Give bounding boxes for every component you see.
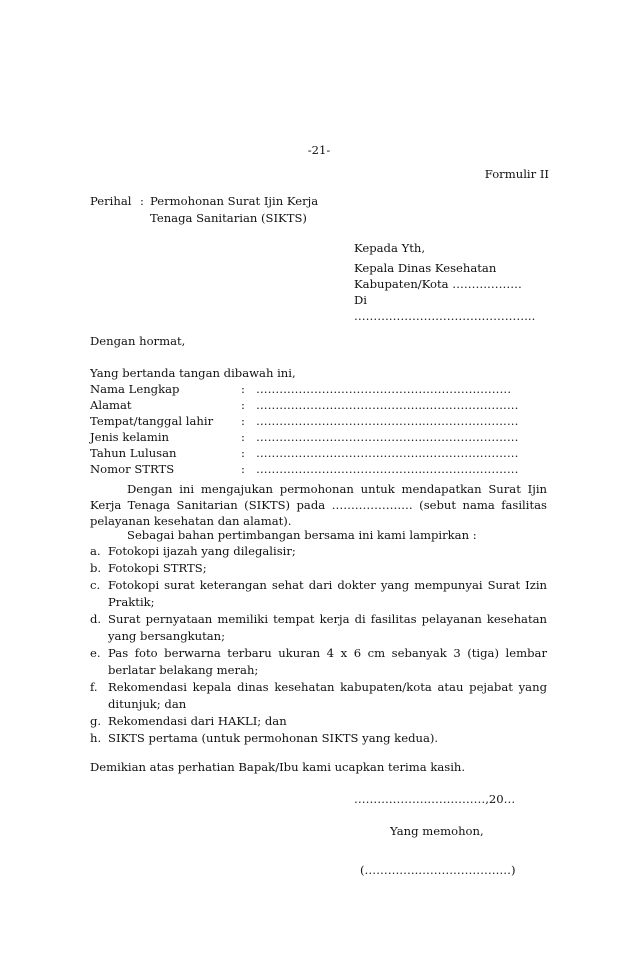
field-colon: : — [241, 414, 245, 428]
attachment-list — [90, 543, 547, 747]
recipient-line-3: Di — [354, 293, 368, 307]
subject-key: Perihal — [90, 194, 132, 208]
list-marker: f. — [90, 680, 98, 694]
subject-colon: : — [140, 194, 144, 208]
list-item-text: Fotokopi STRTS; — [108, 561, 207, 575]
field-label-nomor-strts: Nomor STRTS — [90, 462, 175, 476]
list-item — [90, 713, 547, 730]
list-item-text: SIKTS pertama (untuk permohonan SIKTS yang kedua). — [108, 731, 439, 745]
body-paragraph-2: Sebagai bahan pertimbangan bersama ini kami lampirkan : — [127, 528, 477, 542]
field-blank-nama: ………………………………………………………… — [256, 382, 512, 396]
list-marker: d. — [90, 612, 102, 626]
list-item — [90, 543, 547, 560]
list-item — [90, 730, 547, 747]
list-item-text: Fotokopi surat keterangan sehat dari dokter yang mempunyai Surat Izin Praktik; — [108, 578, 547, 609]
page-number: -21- — [307, 143, 331, 157]
recipient-line-2: Kabupaten/Kota ……………… — [354, 277, 522, 291]
list-item-text: Pas foto berwarna terbaru ukuran 4 x 6 cm sebanyak 3 (tiga) lembar berlatar belakang merah; — [108, 646, 547, 677]
applicant-label: Yang memohon, — [390, 824, 484, 838]
field-colon: : — [241, 382, 245, 396]
field-label-nama: Nama Lengkap — [90, 382, 180, 396]
field-blank-jenis-kelamin: ……………………………………..…………………… — [256, 430, 519, 444]
list-marker: b. — [90, 561, 102, 575]
field-label-alamat: Alamat — [90, 398, 132, 412]
closing-text: Demikian atas perhatian Bapak/Ibu kami ucapkan terima kasih. — [90, 760, 466, 774]
field-colon: : — [241, 446, 245, 460]
field-label-tahun-lulusan: Tahun Lulusan — [90, 446, 177, 460]
list-item-text: Surat pernyataan memiliki tempat kerja di fasilitas pelayanan kesehatan yang bersangkutan; — [108, 612, 547, 643]
salutation: Dengan hormat, — [90, 334, 186, 348]
list-marker: h. — [90, 731, 102, 745]
field-label-ttl: Tempat/tanggal lahir — [90, 414, 214, 428]
field-label-jenis-kelamin: Jenis kelamin — [90, 430, 169, 444]
list-item — [90, 577, 547, 611]
date-line: ……………….……………,20… — [354, 792, 516, 806]
list-item-text: Rekomendasi dari HAKLI; dan — [108, 714, 287, 728]
field-blank-tahun-lulusan: ……………………………………..…………………… — [256, 446, 519, 460]
intro-text: Yang bertanda tangan dibawah ini, — [90, 366, 296, 380]
recipient-line-4: ……………………………………….. — [354, 309, 536, 323]
list-item — [90, 679, 547, 713]
list-item-text: Rekomendasi kepala dinas kesehatan kabupaten/kota atau pejabat yang ditunjuk; dan — [108, 680, 547, 711]
list-marker: g. — [90, 714, 102, 728]
field-colon: : — [241, 462, 245, 476]
recipient-line-1: Kepala Dinas Kesehatan — [354, 261, 497, 275]
list-item — [90, 560, 547, 577]
field-blank-alamat: ……………………………………..…………………… — [256, 398, 519, 412]
form-label: Formulir II — [484, 167, 549, 181]
subject-line-2: Tenaga Sanitarian (SIKTS) — [150, 211, 307, 225]
list-marker: c. — [90, 578, 101, 592]
field-blank-ttl: ……………………………………..…………………… — [256, 414, 519, 428]
list-marker: e. — [90, 646, 101, 660]
subject-line-1: Permohonan Surat Ijin Kerja — [150, 194, 319, 208]
list-marker: a. — [90, 544, 101, 558]
recipient-greeting: Kepada Yth, — [354, 241, 426, 255]
field-colon: : — [241, 430, 245, 444]
field-colon: : — [241, 398, 245, 412]
list-item — [90, 611, 547, 645]
body-paragraph-1: Dengan ini mengajukan permohonan untuk mendapatkan Surat Ijin Kerja Tenaga Sanitarian (SIKTS) pada ………………… (sebut nama fasilitas pelayanan kesehatan dan alamat). — [90, 482, 547, 528]
field-blank-nomor-strts: ……………………………………..…………………… — [256, 462, 519, 476]
list-item-text: Fotokopi ijazah yang dilegalisir; — [108, 544, 296, 558]
list-item — [90, 645, 547, 679]
signature-line: (…………..……………………) — [360, 863, 516, 877]
